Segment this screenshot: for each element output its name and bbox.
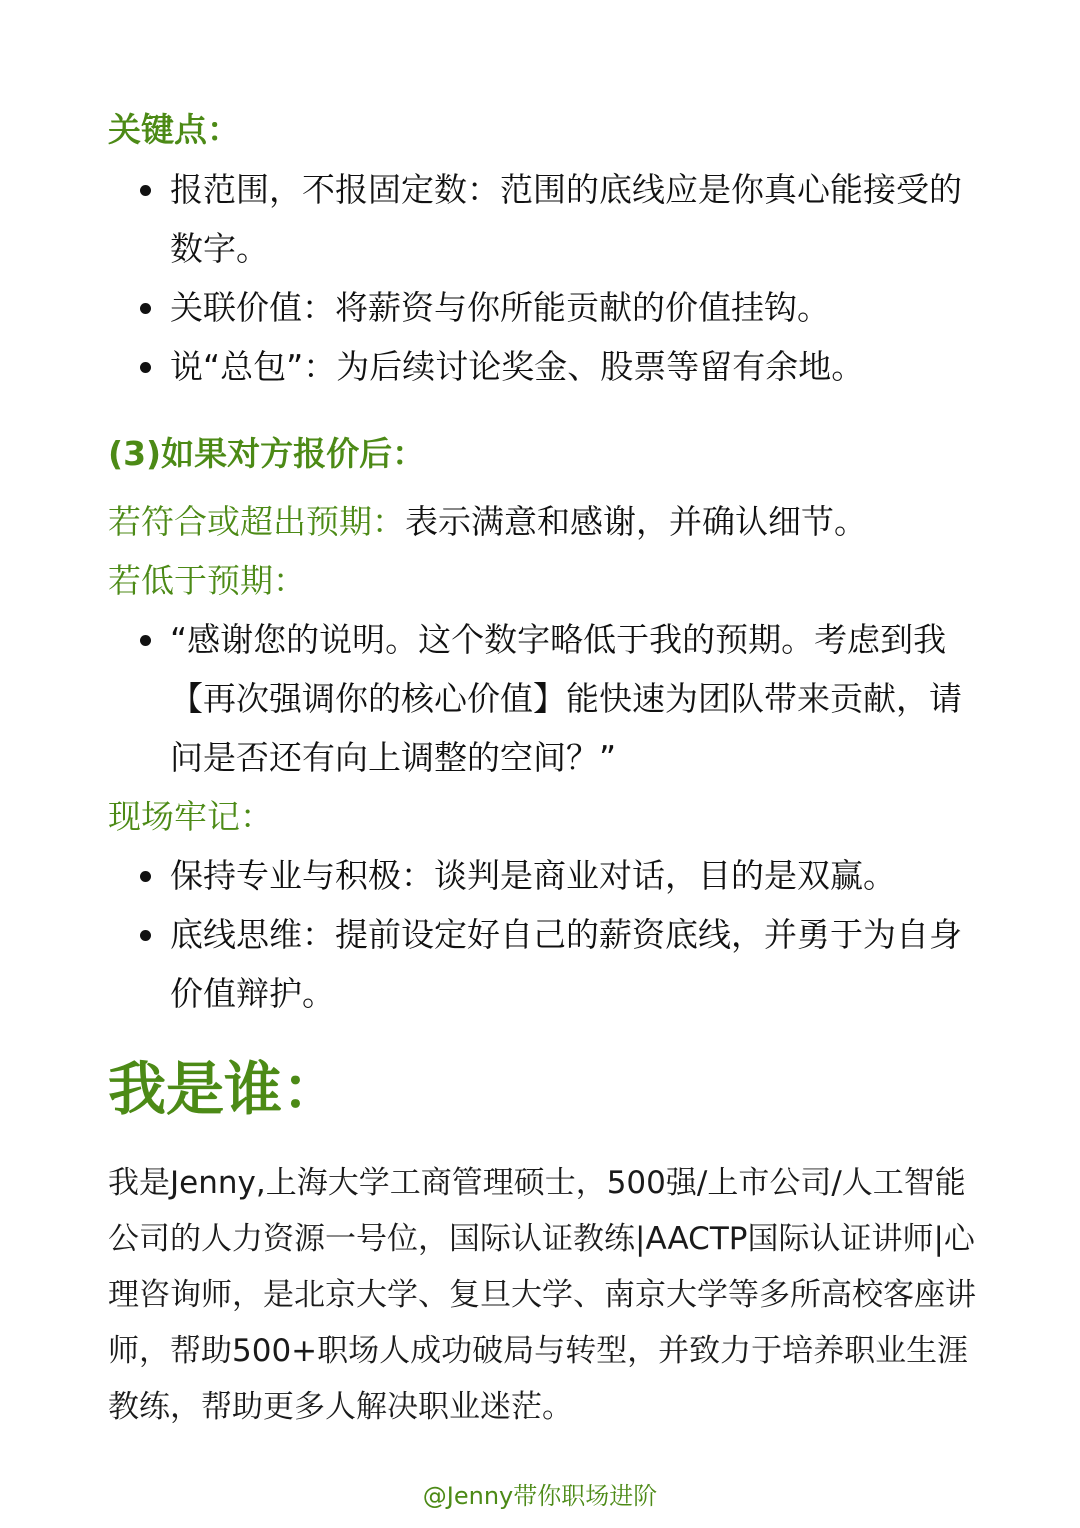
list-item-text: 说“总包”：为后续讨论奖金、股票等留有余地。 (170, 347, 865, 386)
list-item (108, 610, 988, 787)
list-item-text: 报范围，不报固定数：范围的底线应是你真心能接受的数字。 (170, 170, 962, 268)
meets-expectation-label: 若符合或超出预期： (108, 502, 405, 541)
after-offer-heading: (3)如果对方报价后： (108, 434, 426, 473)
list-item-text: 关联价值：将薪资与你所能贡献的价值挂钩。 (170, 288, 830, 327)
bullet-dot-icon (140, 635, 151, 646)
list-item-text: 保持专业与积极：谈判是商业对话，目的是双赢。 (170, 856, 896, 895)
remember-label: 现场牢记： (108, 797, 273, 836)
meets-expectation-line (108, 492, 988, 551)
list-item (108, 160, 988, 278)
author-bio: 我是Jenny,上海大学工商管理硕士，500强/上市公司/人工智能公司的人力资源一号位，国际认证教练|AACTP国际认证讲师|心理咨询师，是北京大学、复旦大学、南京大学等多所高校客座讲师，帮助500+职场人成功破局与转型，并致力于培养职业生涯教练，帮助更多人解决职业迷茫。 (108, 1165, 976, 1425)
keypoints-heading: 关键点： (108, 110, 240, 149)
meets-expectation-text: 表示满意和感谢，并确认细节。 (405, 502, 867, 541)
bullet-dot-icon (140, 362, 151, 373)
list-item (108, 846, 988, 905)
list-item-text: “感谢您的说明。这个数字略低于我的预期。考虑到我【再次强调你的核心价值】能快速为团队带来贡献，请问是否还有向上调整的空间？” (170, 620, 962, 777)
article-content (108, 100, 988, 1435)
about-title: 我是谁： (108, 1055, 341, 1123)
list-item (108, 278, 988, 337)
below-expectation-label: 若低于预期： (108, 561, 306, 600)
bullet-dot-icon (140, 871, 151, 882)
list-item-text: 底线思维：提前设定好自己的薪资底线，并勇于为自身价值辩护。 (170, 915, 962, 1013)
author-handle: @Jenny带你职场进阶 (422, 1482, 658, 1510)
bullet-dot-icon (140, 930, 151, 941)
list-item (108, 905, 988, 1023)
below-expectation-list (108, 610, 988, 787)
bullet-dot-icon (140, 185, 151, 196)
keypoints-list (108, 160, 988, 396)
list-item (108, 337, 988, 396)
bullet-dot-icon (140, 303, 151, 314)
remember-list (108, 846, 988, 1023)
